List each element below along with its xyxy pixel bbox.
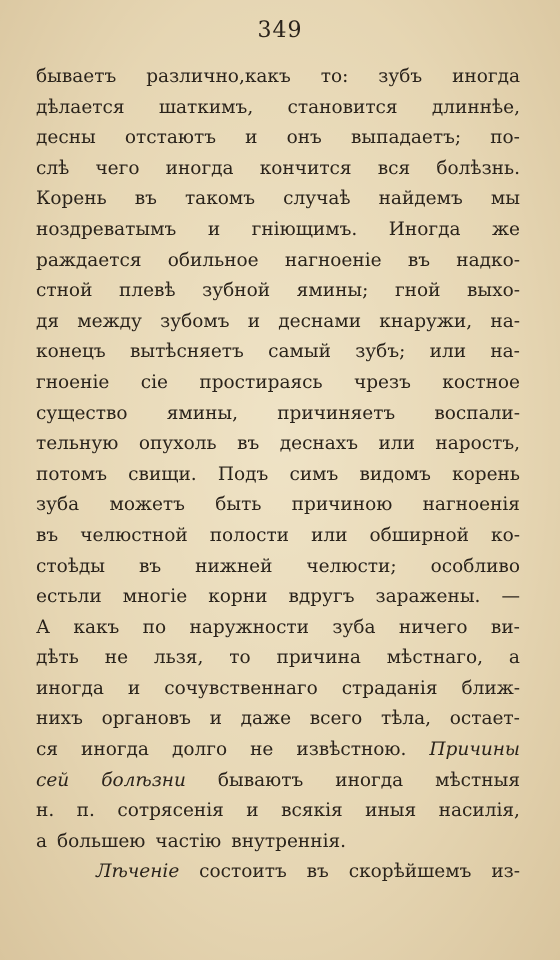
word: льзя,	[153, 647, 204, 669]
word: иныя	[365, 800, 417, 822]
text-line	[36, 215, 520, 246]
word: простираясь	[199, 371, 323, 393]
word: длиннѣе,	[431, 96, 520, 118]
word: найдемъ	[378, 188, 463, 210]
word: выпадаетъ;	[350, 127, 462, 149]
text-line	[36, 93, 520, 124]
word: Иногда	[388, 218, 461, 240]
word: мѣстныя	[435, 769, 520, 791]
word: иногда	[36, 677, 104, 699]
word: Лѣченіе	[96, 861, 180, 883]
word: онъ	[286, 127, 322, 149]
word: нагноеніе	[284, 249, 382, 271]
word: видомъ	[359, 463, 431, 485]
word: въ	[407, 249, 430, 271]
word: раждается	[36, 249, 142, 271]
word: частію	[155, 830, 222, 852]
word: деснами	[278, 310, 362, 332]
word: различно,какъ	[146, 66, 291, 87]
word: челюсти;	[306, 555, 397, 577]
word: ко-	[491, 524, 520, 546]
word: зуба	[36, 494, 80, 516]
word: а	[36, 830, 48, 852]
word: на-	[490, 341, 520, 363]
word: шаткимъ,	[158, 96, 254, 118]
word: иногда	[165, 157, 234, 179]
word: бываютъ	[217, 769, 304, 791]
text-line	[36, 735, 520, 766]
word: сей	[36, 769, 70, 791]
word: можетъ	[109, 494, 185, 516]
word: гноеніе	[36, 371, 110, 393]
text-line	[36, 307, 520, 338]
text-line	[36, 613, 520, 644]
word: вся	[377, 157, 411, 179]
text-line	[36, 399, 520, 430]
word: Подъ	[217, 463, 269, 485]
word: сіе	[140, 371, 168, 393]
page-number: 349	[257, 18, 303, 43]
word: чего	[95, 157, 140, 179]
word: ямины;	[296, 280, 369, 302]
word: не	[250, 739, 274, 761]
word: состоитъ	[199, 861, 287, 883]
word: полости	[209, 524, 290, 546]
word: нагноенія	[422, 494, 520, 516]
word: деснахъ	[279, 433, 358, 455]
word: стной	[36, 280, 93, 302]
word: симъ	[289, 463, 339, 485]
word: корни	[208, 586, 268, 608]
word: стоѣды	[36, 555, 106, 577]
word: иногда	[81, 739, 149, 761]
text-line	[36, 123, 520, 154]
word: обширной	[369, 524, 469, 546]
text-line	[36, 337, 520, 368]
word: отстаютъ	[124, 127, 216, 149]
text-line	[36, 521, 520, 552]
word: зубъ;	[355, 341, 406, 363]
word: и	[246, 800, 259, 822]
word: вдругъ	[288, 586, 355, 608]
word: мы	[490, 188, 520, 210]
word: между	[77, 310, 142, 332]
word: сотрясенія	[117, 800, 224, 822]
word: то	[229, 647, 251, 669]
word: воспали-	[434, 402, 520, 424]
word: дѣлается	[36, 96, 125, 118]
word: большею	[57, 830, 146, 852]
word: даже	[240, 708, 292, 730]
word: гніющимъ.	[251, 218, 358, 240]
word: на-	[490, 310, 520, 332]
text-line	[36, 857, 520, 888]
word: иногда	[452, 66, 520, 87]
word: и	[207, 218, 221, 240]
word: или	[311, 524, 348, 546]
word: причиняетъ	[277, 402, 396, 424]
word: конецъ	[36, 341, 106, 363]
word: Корень	[36, 188, 107, 210]
word: внутреннія.	[231, 830, 347, 852]
word: въ	[306, 861, 329, 883]
word: наружности	[189, 616, 310, 638]
word: случаѣ	[283, 188, 351, 210]
word: какъ	[73, 616, 120, 638]
word: нижней	[195, 555, 273, 577]
word: естьли	[36, 586, 102, 608]
word: плевѣ	[118, 280, 176, 302]
word: всякія	[281, 800, 343, 822]
word: кнаружи,	[379, 310, 473, 332]
word: опухоль	[138, 433, 217, 455]
word: и	[209, 708, 222, 730]
word: зуба	[332, 616, 376, 638]
word: всего	[309, 708, 363, 730]
word: же	[492, 218, 520, 240]
word: въ	[36, 524, 59, 546]
word: и	[247, 310, 261, 332]
word: из-	[491, 861, 520, 883]
word: вытѣсняетъ	[129, 341, 244, 363]
word: такомъ	[184, 188, 256, 210]
word: долго	[171, 739, 228, 761]
word: заражены.	[375, 586, 481, 608]
word: существо	[36, 402, 128, 424]
word: наростъ,	[435, 433, 520, 455]
word: причина	[276, 647, 361, 669]
word: насилія,	[438, 800, 520, 822]
word: нихъ	[36, 708, 83, 730]
word: органовъ	[101, 708, 191, 730]
word: ви-	[490, 616, 520, 638]
word: въ	[134, 188, 157, 210]
text-line	[36, 246, 520, 277]
word: многіе	[122, 586, 188, 608]
word: тельную	[36, 433, 119, 455]
text-line	[36, 154, 520, 185]
word: не	[104, 647, 129, 669]
word: извѣстною.	[296, 739, 407, 761]
word: обильное	[167, 249, 259, 271]
word: слѣ	[36, 157, 70, 179]
word: мѣстнаго,	[386, 647, 484, 669]
word: бываетъ	[36, 66, 117, 87]
text-line	[36, 766, 520, 797]
text-line	[36, 62, 520, 93]
word: н.	[36, 800, 55, 822]
word: десны	[36, 127, 96, 149]
body-text	[36, 62, 520, 888]
word: скорѣйшемъ	[348, 861, 472, 883]
word: —	[501, 586, 520, 608]
word: дѣть	[36, 647, 79, 669]
word: а	[508, 647, 520, 669]
word: болѣзнь.	[436, 157, 520, 179]
word: свищи.	[128, 463, 197, 485]
word: самый	[268, 341, 331, 363]
word: страданія	[341, 677, 438, 699]
word: гной	[394, 280, 441, 302]
text-line	[36, 704, 520, 735]
word: въ	[237, 433, 260, 455]
word: или	[429, 341, 467, 363]
word: въ	[138, 555, 162, 577]
word: дя	[36, 310, 60, 332]
word: потомъ	[36, 463, 108, 485]
word: Причины	[429, 739, 520, 761]
word: зубной	[202, 280, 271, 302]
text-line	[36, 368, 520, 399]
word: ничего	[398, 616, 468, 638]
text-line	[36, 276, 520, 307]
word: ближ-	[461, 677, 520, 699]
word: причиною	[291, 494, 393, 516]
word: кончится	[259, 157, 352, 179]
word: и	[127, 677, 141, 699]
text-line	[36, 674, 520, 705]
word: зубъ	[378, 66, 423, 87]
word: становится	[287, 96, 398, 118]
word: то:	[320, 66, 349, 87]
text-line	[36, 827, 520, 858]
word: зубомъ	[160, 310, 230, 332]
word: быть	[215, 494, 262, 516]
word: ноздреватымъ	[36, 218, 177, 240]
text-line	[36, 643, 520, 674]
text-line	[36, 429, 520, 460]
word: А	[36, 616, 51, 638]
word: и	[245, 127, 258, 149]
text-line	[36, 582, 520, 613]
word: тѣла,	[380, 708, 432, 730]
text-line	[36, 552, 520, 583]
word: челюстной	[80, 524, 188, 546]
text-line	[36, 490, 520, 521]
word: ся	[36, 739, 59, 761]
word: особливо	[430, 555, 520, 577]
text-line	[36, 460, 520, 491]
word: корень	[452, 463, 520, 485]
word: костное	[442, 371, 520, 393]
word: чрезъ	[353, 371, 411, 393]
word: сочувственнаго	[164, 677, 318, 699]
word: болѣзни	[101, 769, 186, 791]
word: надко-	[456, 249, 520, 271]
text-line	[36, 184, 520, 215]
word: выхо-	[467, 280, 520, 302]
word: по	[142, 616, 167, 638]
text-line	[36, 796, 520, 827]
word: или	[378, 433, 415, 455]
word: остает-	[449, 708, 520, 730]
word: по-	[490, 127, 520, 149]
word: иногда	[335, 769, 404, 791]
word: п.	[76, 800, 95, 822]
word: ямины,	[166, 402, 239, 424]
